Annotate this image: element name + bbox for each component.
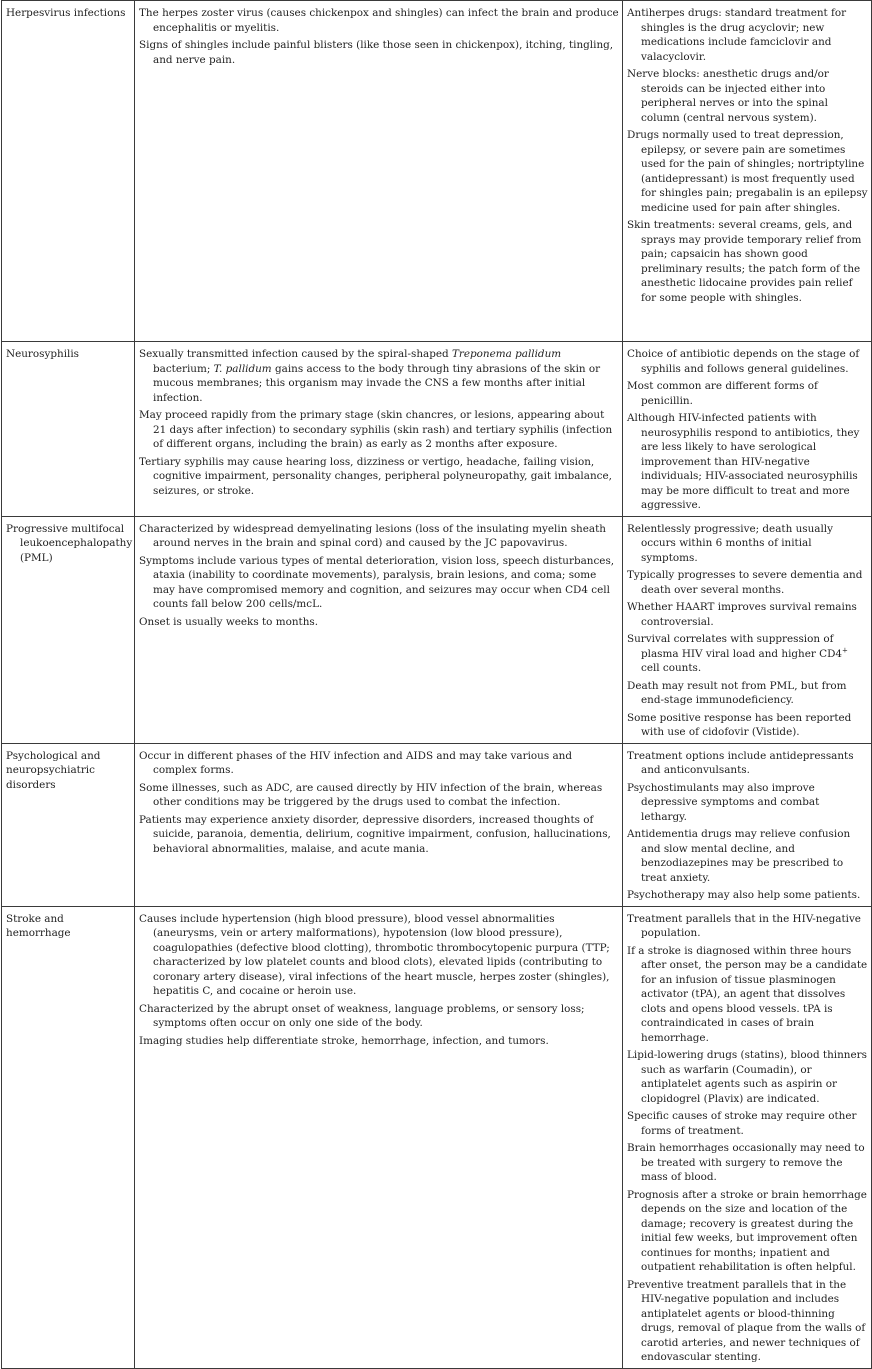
treatment-paragraph bbox=[627, 632, 868, 676]
features-cell bbox=[135, 906, 623, 1368]
disease-cell bbox=[2, 1, 135, 342]
treatment-paragraph: Prognosis after a stroke or brain hemorrhage depends on the size and location of the damage; recovery is greatest during the initial few weeks, but improvement often continues for months; inpatient and outpatient rehabilitation is often helpful. bbox=[627, 1188, 867, 1273]
feature-paragraph: Some illnesses, such as ADC, are caused directly by HIV infection of the brain, whereas other conditions may be triggered by the drugs used to combat the infection. bbox=[139, 781, 603, 808]
hiv-neurologic-complications-table bbox=[1, 0, 872, 1369]
treatment-paragraph: Treatment parallels that in the HIV-negative population. bbox=[627, 912, 861, 939]
species-name: Treponema pallidum bbox=[451, 348, 562, 360]
feature-paragraph bbox=[139, 347, 619, 405]
feature-paragraph: Signs of shingles include painful blisters (like those seen in chickenpox), itching, tingling, and nerve pain. bbox=[139, 39, 614, 66]
treatment-paragraph: Although HIV-infected patients with neurosyphilis respond to antibiotics, they are less likely to have serological improvement than HIV-negative individuals; HIV-associated neurosyphilis may be more difficult to treat and more aggressive. bbox=[627, 412, 860, 511]
disease-cell bbox=[2, 906, 135, 1368]
feature-paragraph: Onset is usually weeks to months. bbox=[139, 615, 319, 628]
table-row bbox=[2, 342, 872, 517]
treatment-cell bbox=[623, 906, 872, 1368]
treatment-paragraph: Preventive treatment parallels that in the HIV-negative population and includes antiplatelet agents or blood-thinning drugs, removal of plaque from the walls of carotid arteries, and newer techniques of endovascular stenting. bbox=[627, 1278, 866, 1363]
feature-paragraph: May proceed rapidly from the primary stage (skin chancres, or lesions, appearing about 21 days after infection) to secondary syphilis (skin rash) and tertiary syphilis (infection of different organs, including the brain) as early as 2 months after exposure. bbox=[139, 409, 613, 450]
feature-paragraph: Causes include hypertension (high blood pressure), blood vessel abnormalities (aneurysms, vein or artery malformations), hypotension (low blood pressure), coagulopathies (defective blood clotting), thrombotic thrombocytopenic purpura (TTP; characterized by low platelet counts and blood clots), elevated lipids (contributing to coronary artery disease), viral infections of the heart muscle, herpes zoster (shingles), hepatitis C, and cocaine or heroin use. bbox=[139, 912, 610, 997]
treatment-paragraph: Brain hemorrhages occasionally may need to be treated with surgery to remove the mass of blood. bbox=[627, 1142, 865, 1183]
feature-paragraph: Imaging studies help differentiate stroke, hemorrhage, infection, and tumors. bbox=[139, 1034, 549, 1047]
table-row bbox=[2, 906, 872, 1368]
table-row bbox=[2, 743, 872, 906]
species-name: T. pallidum bbox=[213, 362, 272, 375]
treatment-paragraph: Whether HAART improves survival remains controversial. bbox=[627, 601, 857, 628]
treatment-paragraph: Choice of antibiotic depends on the stage of syphilis and follows general guidelines. bbox=[627, 348, 860, 375]
disease-name: Psychological and neuropsychiatric disorders bbox=[6, 749, 101, 791]
feature-paragraph: Occur in different phases of the HIV infection and AIDS and may take various and complex forms. bbox=[139, 749, 573, 776]
disease-name: Stroke and hemorrhage bbox=[6, 912, 71, 939]
disease-cell bbox=[2, 342, 135, 517]
treatment-text: cell counts. bbox=[641, 662, 702, 674]
feature-paragraph: Patients may experience anxiety disorder, depressive disorders, increased thoughts of suicide, paranoia, dementia, delirium, cognitive impairment, confusion, hallucinations, behavioral abnormalities, malaise, and acute mania. bbox=[139, 813, 611, 855]
feature-paragraph: Tertiary syphilis may cause hearing loss, dizziness or vertigo, headache, failing vision, cognitive impairment, personality changes, peripheral polyneuropathy, gait imbalance, seizures, or stroke. bbox=[139, 455, 612, 497]
treatment-paragraph: Antidementia drugs may relieve confusion and slow mental decline, and benzodiazepines may be prescribed to treat anxiety. bbox=[627, 828, 851, 884]
feature-text: bacterium; bbox=[153, 362, 214, 375]
treatment-paragraph: Nerve blocks: anesthetic drugs and/or steroids can be injected either into peripheral nerves or into the spinal column (central nervous system). bbox=[627, 68, 829, 124]
treatment-paragraph: Drugs normally used to treat depression, epilepsy, or severe pain are sometimes used for the pain of shingles; nortriptyline (antidepressant) is most frequently used for shingles pain; pregabalin is an epilepsy medicine used for pain after shingles. bbox=[627, 129, 868, 214]
feature-text: gains access to the body through tiny abrasions of the skin or mucous membranes; this organism may invade the CNS a few months after initial infection. bbox=[153, 362, 601, 404]
treatment-paragraph: Typically progresses to severe dementia and death over several months. bbox=[627, 569, 863, 596]
disease-cell bbox=[2, 743, 135, 906]
disease-cell bbox=[2, 516, 135, 743]
treatment-paragraph: Some positive response has been reported with use of cidofovir (Vistide). bbox=[627, 711, 852, 738]
treatment-paragraph: Most common are different forms of penicillin. bbox=[627, 380, 818, 407]
table-row bbox=[2, 516, 872, 743]
treatment-paragraph: Relentlessly progressive; death usually occurs within 6 months of initial symptoms. bbox=[627, 522, 833, 564]
disease-name: Herpesvirus infections bbox=[6, 7, 126, 19]
treatment-paragraph: Skin treatments: several creams, gels, and sprays may provide temporary relief from pain; capsaicin has shown good preliminary results; the patch form of the anesthetic lidocaine provides pain relief for some people with shingles. bbox=[627, 219, 862, 304]
feature-paragraph: Symptoms include various types of mental deterioration, vision loss, speech disturbances, ataxia (inability to coordinate movements), paralysis, brain lesions, and coma; some may have compromised memory and cognition, and seizures may occur when CD4 cell counts fall below 200 cells/mcL. bbox=[139, 554, 615, 610]
treatment-paragraph: Treatment options include antidepressants and anticonvulsants. bbox=[627, 749, 854, 776]
disease-name: Progressive multifocal leukoencephalopathy (PML) bbox=[6, 522, 133, 564]
features-cell bbox=[135, 342, 623, 517]
treatment-cell bbox=[623, 1, 872, 342]
treatment-paragraph: If a stroke is diagnosed within three hours after onset, the person may be a candidate for an infusion of tissue plasminogen activator (tPA), an agent that dissolves clots and opens blood vessels. tPA is contraindicated in cases of brain hemorrhage. bbox=[627, 944, 868, 1044]
treatment-paragraph: Antiherpes drugs: standard treatment for shingles is the drug acyclovir; new medications include famciclovir and valacyclovir. bbox=[627, 7, 847, 63]
feature-text: Sexually transmitted infection caused by the spiral-shaped bbox=[139, 348, 452, 360]
treatment-text: Survival correlates with suppression of plasma HIV viral load and higher CD4 bbox=[627, 633, 843, 660]
treatment-cell bbox=[623, 743, 872, 906]
superscript: + bbox=[842, 646, 848, 655]
features-cell bbox=[135, 1, 623, 342]
treatment-cell bbox=[623, 516, 872, 743]
features-cell bbox=[135, 516, 623, 743]
treatment-paragraph: Specific causes of stroke may require other forms of treatment. bbox=[627, 1110, 857, 1137]
treatment-paragraph: Psychostimulants may also improve depressive symptoms and combat lethargy. bbox=[627, 781, 820, 823]
feature-paragraph: The herpes zoster virus (causes chickenpox and shingles) can infect the brain and produce encephalitis or myelitis. bbox=[139, 7, 619, 34]
treatment-paragraph: Psychotherapy may also help some patients. bbox=[627, 889, 861, 901]
feature-paragraph: Characterized by the abrupt onset of weakness, language problems, or sensory loss; symptoms often occur on only one side of the body. bbox=[139, 1002, 585, 1029]
treatment-paragraph: Lipid-lowering drugs (statins), blood thinners such as warfarin (Coumadin), or antiplatelet agents such as aspirin or clopidogrel (Plavix) are indicated. bbox=[627, 1049, 867, 1105]
table-row bbox=[2, 1, 872, 342]
treatment-cell bbox=[623, 342, 872, 517]
features-cell bbox=[135, 743, 623, 906]
disease-name: Neurosyphilis bbox=[6, 348, 80, 360]
treatment-paragraph: Death may result not from PML, but from end-stage immunodeficiency. bbox=[627, 679, 847, 706]
feature-paragraph: Characterized by widespread demyelinating lesions (loss of the insulating myelin sheath around nerves in the brain and spinal cord) and caused by the JC papovavirus. bbox=[139, 522, 606, 549]
